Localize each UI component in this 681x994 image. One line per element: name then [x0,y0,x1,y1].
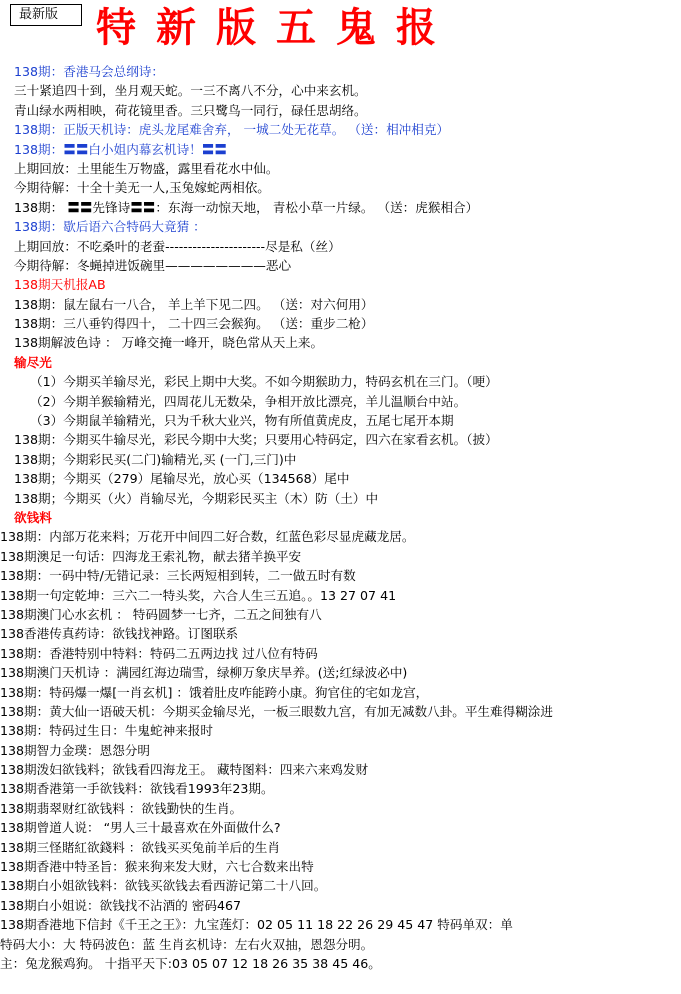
text-line: 138期白小姐说：欲钱找不沾酒的 密码467 [0,897,241,913]
text-line: 上期回放：土里能生万物盛，露里看花水中仙。 [14,160,279,176]
text-line: 欲钱料 [14,509,52,525]
text-line: 三十紧追四十到，坐月观天蛇。一三不离八不分，心中来玄机。 [14,83,367,99]
text-line: 主：兔龙猴鸡狗。 十指平天下:03 05 07 12 18 26 35 38 45 46。 [0,955,381,971]
text-line: 138期天机报AB [14,277,106,293]
text-line: 138期翡翠财红欲钱料 ：欲钱勤快的生肖。 [0,800,243,816]
text-line: 青山绿水两相映，荷花镜里香。三只鹭鸟一同行，碌任思胡络。 [14,102,367,118]
text-line: 138期三怪賭紅欲錢料 ：欲钱买买兔前羊后的生肖 [0,839,280,855]
text-line: 138期：黄大仙一语破天机：今期买金输尽光，一板三眼数九宫，有加无减数八卦。平生难得糊涂进 [0,703,553,719]
text-line: 138期：香港特别中特料：特码二五两边找 过八位有特码 [0,645,318,661]
text-line: 138期：〓〓白小姐内幕玄机诗！〓〓 [14,141,227,157]
text-line: 138期：特码过生日：牛鬼蛇神来报时 [0,723,213,739]
text-line: 138香港传真药诗：欲钱找神路。订图联系 [0,626,239,642]
text-line: 138期：今期买牛输尽光，彩民今期中大奖；只要用心特码定，四六在家看玄机。（披） [14,432,498,448]
text-line: 138期香港第一手欲钱料：欲钱看1993年23期。 [0,781,274,797]
page-title: 特新版五鬼报 [96,4,456,51]
text-line: 今期待解：十全十美无一人,玉兔嫁蛇两相依。 [14,180,270,196]
text-line: 138期：歇后语六合特码大竟猜 ： [14,219,206,235]
text-line: 138期；今期彩民买(二门)输精光,买 (一门,三门)中 [14,451,297,467]
content-lines [0,62,681,973]
text-line: 138期：内部万花来料；万花开中间四二好合数，红蓝色彩尽显虎藏龙居。 [0,529,415,545]
text-line: 上期回放：不吃桑叶的老蚕----------------------尽是私（丝） [14,238,341,254]
text-line: 138期澳门心水玄机 ： 特码圆梦一七齐，二五之间独有八 [0,606,322,622]
text-line: 138期： 〓〓先锋诗〓〓：东海一动惊天地， 青松小草一片绿。 （送：虎猴相合） [14,199,479,215]
text-line: 138期；今期买（火）肖输尽光，今期彩民买主（木）防（土）中 [14,490,379,506]
text-line: 138期香港中特圣旨：猴来狗来发大财，六七合数来出特 [0,859,314,875]
text-line: 特码大小：大 特码波色：蓝 生肖玄机诗：左右火双抽，恩怨分明。 [0,936,374,952]
text-line: （1）今期买羊输尽光，彩民上期中大奖。不如今期猴助力，特码玄机在三门。（哽） [30,374,498,390]
text-line: 138期一句定乾坤：三六二一特头奖，六合人生三五追。。13 27 07 41 [0,587,397,603]
text-line: 输尽光 [14,354,52,370]
text-line: 138期解波色诗 ： 万峰交掩一峰开，晓色常从天上来。 [14,335,324,351]
text-line: （2）今期羊猴输精光，四周花儿无数朵，争相开放比漂亮，羊儿温顺台中站。 [30,393,467,409]
text-line: 138期：三八垂钓得四十， 二十四三会猴狗。 （送：重步二枪） [14,316,374,332]
text-line: 138期：正版天机诗：虎头龙尾难舍弃， 一城二处无花草。 （送：相冲相克） [14,122,450,138]
text-line: 138期：一码中特/无错记录：三长两短相到转，二一做五时有数 [0,568,356,584]
text-line: 138期：特码爆一爆[一肖玄机] ：饿着肚皮咋能跨小康。狗官住的宅如龙宫， [0,684,429,700]
text-line: 138期澳足一句话：四海龙王索礼物，献去猪羊换平安 [0,548,302,564]
text-line: 138期澳门天机诗 ：满园红海边瑞雪，绿柳万象庆旱养。(送;红绿波必中) [0,665,408,681]
text-line: 138期：香港马会总纲诗： [14,64,164,79]
text-line: 138期曾道人说： “男人三十最喜欢在外面做什么? [0,820,281,836]
text-line: （3）今期鼠羊输精光，只为千秋大业兴，物有所值黄虎皮，五尾七尾开本期 [30,413,454,429]
version-badge: 最新版 [10,4,82,26]
text-line: 138期白小姐欲钱料：欲钱买欲钱去看西游记第二十八回。 [0,878,327,894]
text-line: 138期泼妇欲钱料；欲钱看四海龙王。 藏特图料：四来六来鸡发财 [0,762,369,778]
text-line: 今期待解：冬蝇掉进饭碗里————————恶心 [14,257,292,273]
text-line: 138期：鼠左鼠右一八合， 羊上羊下见二四。 （送：对六何用） [14,296,374,312]
text-line: 138期智力金璞：恩怨分明 [0,742,150,758]
text-line: 138期香港地下信封《千王之王》：九宝莲灯：02 05 11 18 22 26 29 45 47 特码单双：单 [0,917,513,933]
text-line: 138期；今期买（279）尾输尽光，放心买（134568）尾中 [14,471,350,487]
